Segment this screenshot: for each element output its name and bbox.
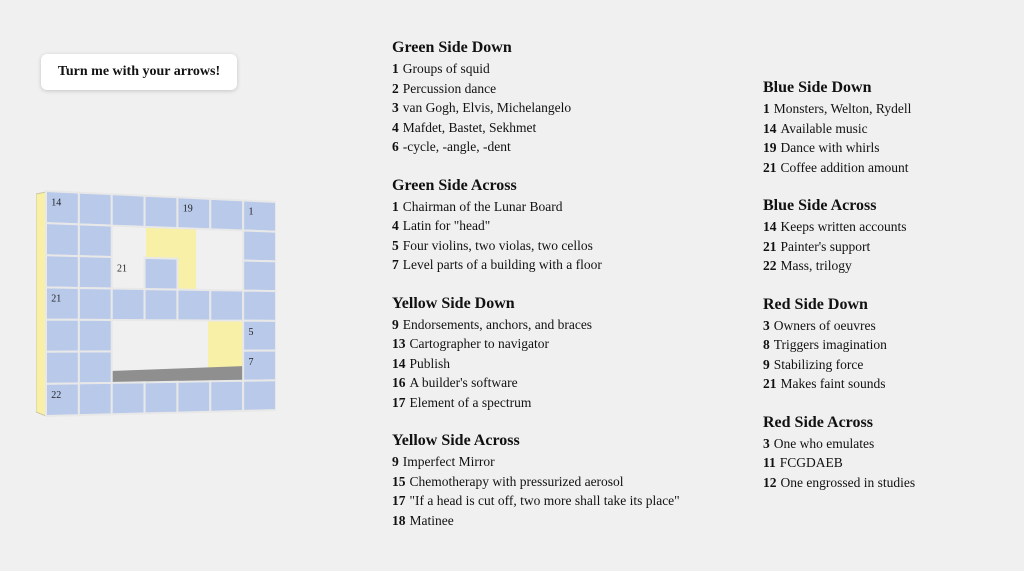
clue-number: 17	[392, 394, 406, 410]
clue-text: Keeps written accounts	[780, 219, 907, 234]
clue-text: Element of a spectrum	[409, 394, 532, 410]
clue-text: One who emulates	[773, 435, 875, 451]
clue-text: Chairman of the Lunar Board	[402, 198, 563, 214]
clue-item	[392, 452, 732, 472]
clue-item	[392, 216, 732, 236]
clue-number: 1	[392, 61, 399, 76]
clue-number: 11	[763, 455, 776, 470]
clue-number: 4	[392, 119, 399, 135]
clue-text: Percussion dance	[402, 80, 497, 96]
clue-number: 9	[763, 356, 770, 372]
clue-number: 14	[763, 219, 777, 234]
cube-cell[interactable]	[79, 288, 112, 320]
clue-text: Coffee addition amount	[780, 159, 909, 175]
clue-text: Painter's support	[780, 238, 871, 254]
clue-number: 5	[392, 237, 399, 253]
cube-cell[interactable]	[79, 224, 112, 257]
clue-text: Stabilizing force	[773, 356, 864, 372]
clue-section-blue-side-down	[763, 78, 1013, 177]
clue-text: Matinee	[409, 512, 454, 528]
clue-number: 3	[763, 317, 770, 333]
cube-cell[interactable]	[46, 320, 79, 352]
clue-number: 2	[392, 80, 399, 96]
cell-number-label: 1	[248, 206, 254, 218]
clue-item	[763, 158, 1013, 178]
clue-item	[392, 118, 732, 138]
clue-item	[392, 236, 732, 256]
clue-section-blue-side-across	[763, 196, 1013, 276]
clue-text: Dance with whirls	[780, 140, 880, 155]
clue-item	[392, 79, 732, 99]
cell-number-label: 5	[248, 326, 254, 338]
clue-number: 3	[392, 100, 399, 115]
clue-item	[763, 99, 1013, 119]
clue-text: Makes faint sounds	[780, 376, 886, 391]
clue-text: Available music	[780, 120, 868, 136]
cube-cell[interactable]	[177, 290, 210, 321]
yellow-left-edge	[36, 192, 46, 416]
clue-text: Groups of squid	[402, 61, 490, 76]
clue-item	[392, 197, 732, 217]
clue-item	[763, 335, 1013, 355]
clue-number: 9	[392, 316, 399, 332]
clue-text: Chemotherapy with pressurized aerosol	[409, 473, 624, 489]
cube-cell[interactable]	[210, 381, 243, 412]
clue-section-title: Blue Side Down	[763, 79, 872, 96]
clue-section-title: Yellow Side Down	[392, 294, 515, 312]
cell-number-label: 21	[117, 263, 128, 275]
cube-cell[interactable]	[210, 290, 243, 321]
clue-item	[392, 393, 732, 413]
clue-text: One engrossed in studies	[780, 474, 916, 490]
clue-number: 21	[763, 376, 777, 391]
cube-cell[interactable]	[243, 261, 276, 292]
clue-text: "If a head is cut off, two more shall take its place"	[409, 493, 680, 508]
clue-item	[392, 255, 732, 275]
clue-text: Publish	[409, 355, 451, 371]
clue-column-left	[392, 38, 732, 549]
clue-section-title: Green Side Down	[392, 39, 512, 56]
cube-cell[interactable]	[145, 382, 178, 414]
clue-column-right	[763, 78, 1013, 511]
clue-item	[392, 315, 732, 335]
clue-number: 21	[763, 238, 777, 254]
clue-number: 17	[392, 493, 406, 508]
clue-number: 6	[392, 139, 399, 154]
clue-item	[392, 373, 732, 393]
clue-item	[763, 237, 1013, 257]
cube-cell[interactable]	[79, 193, 112, 226]
clue-text: Four violins, two violas, two cellos	[402, 237, 593, 253]
clue-item	[392, 491, 732, 511]
cube-cell[interactable]	[79, 351, 112, 383]
clue-item	[392, 472, 732, 492]
clue-text: van Gogh, Elvis, Michelangelo	[402, 100, 572, 115]
cube-cell[interactable]	[210, 199, 243, 231]
clue-number: 13	[392, 336, 406, 351]
clue-number: 8	[763, 337, 770, 352]
clue-text: Latin for "head"	[402, 218, 491, 233]
clue-number: 1	[763, 101, 770, 116]
cube-cell[interactable]	[145, 289, 178, 320]
cube-cell[interactable]	[145, 196, 178, 228]
clue-section-title: Blue Side Across	[763, 197, 877, 214]
turn-cube-button[interactable]: Turn me with your arrows!	[41, 54, 237, 90]
clue-number: 21	[763, 159, 777, 175]
clue-item	[763, 453, 1013, 473]
clue-section-red-side-across	[763, 413, 1013, 493]
clue-text: A builder's software	[409, 375, 518, 390]
clue-item	[392, 511, 732, 531]
cube-inner-cell[interactable]	[145, 258, 178, 290]
clue-text: Imperfect Mirror	[402, 454, 495, 469]
clue-number: 4	[392, 218, 399, 233]
clue-text: Cartographer to navigator	[409, 336, 549, 351]
clue-text: Owners of oeuvres	[773, 317, 876, 333]
clue-number: 16	[392, 375, 406, 390]
cube-cell[interactable]	[177, 381, 210, 412]
cube-cell[interactable]	[79, 320, 112, 352]
clue-section-green-side-down	[392, 38, 732, 157]
cube-cell[interactable]	[46, 352, 79, 384]
clue-item	[763, 119, 1013, 139]
clue-number: 14	[763, 120, 777, 136]
clue-item	[763, 256, 1013, 276]
clue-text: Triggers imagination	[773, 337, 887, 352]
clue-item	[763, 434, 1013, 454]
clue-number: 7	[392, 257, 399, 272]
clue-section-title: Green Side Across	[392, 176, 517, 194]
clue-text: -cycle, -angle, -dent	[402, 139, 511, 154]
clue-item	[392, 137, 732, 157]
clue-text: Mass, trilogy	[780, 258, 852, 273]
clue-item	[763, 355, 1013, 375]
clue-number: 14	[392, 355, 406, 371]
clue-number: 22	[763, 258, 777, 273]
cube-cell[interactable]	[112, 194, 145, 227]
clue-item	[763, 374, 1013, 394]
cell-number-label: 14	[51, 197, 62, 209]
cube-cell[interactable]	[46, 223, 79, 256]
clue-section-title: Red Side Down	[763, 295, 868, 313]
clue-number: 12	[763, 474, 777, 490]
clue-number: 1	[392, 198, 399, 214]
clue-number: 15	[392, 473, 406, 489]
clue-text: Mafdet, Bastet, Sekhmet	[402, 119, 537, 135]
clue-number: 3	[763, 435, 770, 451]
clue-item	[392, 59, 732, 79]
cube-cell[interactable]	[243, 230, 276, 261]
clue-text: Level parts of a building with a floor	[402, 257, 602, 272]
cube-cell[interactable]	[243, 380, 276, 411]
cell-number-label: 21	[51, 293, 62, 305]
clue-section-red-side-down	[763, 295, 1013, 394]
crossword-cube[interactable]	[36, 188, 276, 420]
clue-number: 19	[763, 140, 777, 155]
clue-section-green-side-across	[392, 176, 732, 275]
clue-section-title: Yellow Side Across	[392, 432, 520, 449]
clue-text: FCGDAEB	[779, 455, 843, 470]
cell-number-label: 19	[182, 203, 193, 215]
cell-number-label: 7	[248, 356, 254, 368]
cube-cell[interactable]	[112, 382, 145, 414]
cube-cell[interactable]	[79, 256, 112, 288]
cube-front-grid	[46, 191, 276, 416]
clue-item	[763, 316, 1013, 336]
clue-section-yellow-side-across	[392, 431, 732, 530]
cube-cell[interactable]	[112, 288, 145, 320]
clue-item	[392, 98, 732, 118]
cell-number-label: 22	[51, 390, 62, 402]
clue-item	[763, 138, 1013, 158]
cube-cell[interactable]	[243, 291, 276, 321]
cube-cell[interactable]	[46, 255, 79, 288]
clue-item	[763, 473, 1013, 493]
cube-cell[interactable]	[79, 383, 112, 415]
clue-section-title: Red Side Across	[763, 413, 873, 431]
clue-text: Monsters, Welton, Rydell	[773, 101, 912, 116]
clue-text: Endorsements, anchors, and braces	[402, 316, 593, 332]
clue-number: 18	[392, 512, 406, 528]
clue-number: 9	[392, 454, 399, 469]
clue-section-yellow-side-down	[392, 294, 732, 413]
clue-item	[763, 217, 1013, 237]
clue-item	[392, 354, 732, 374]
clue-item	[392, 334, 732, 354]
